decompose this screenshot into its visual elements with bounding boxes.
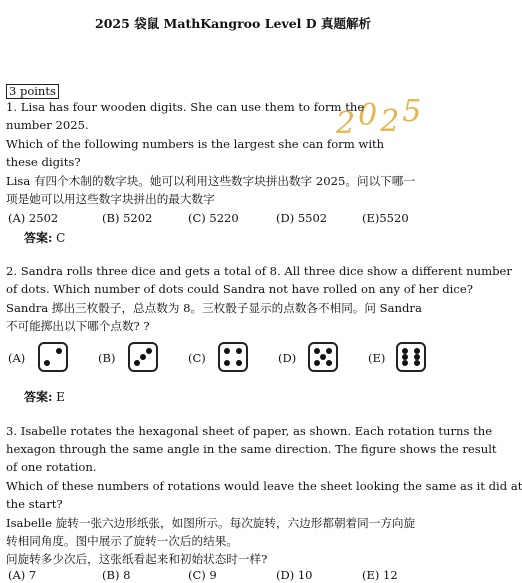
- die-pip: [140, 354, 146, 360]
- q1-text-en-4: these digits?: [6, 155, 81, 169]
- q2-answer-value: E: [56, 390, 65, 404]
- die-pip: [326, 360, 332, 366]
- q3-text-zh-2: 转相同角度。图中展示了旋转一次后的结果。: [6, 534, 238, 548]
- year-digit: 0: [358, 98, 381, 133]
- die-pip: [224, 360, 230, 366]
- die-pip: [224, 348, 230, 354]
- q3-text-zh-3: 问旋转多少次后，这张纸看起来和初始状态时一样?: [6, 552, 268, 566]
- die-pip: [44, 360, 50, 366]
- die-pip: [146, 348, 152, 354]
- q2-text-zh-2: 不可能掷出以下哪个点数? ?: [6, 319, 150, 333]
- q1-answer-value: C: [56, 231, 66, 245]
- die-pip: [236, 348, 242, 354]
- year-digit: 2: [380, 104, 403, 139]
- q2-die-d: [308, 342, 338, 372]
- q2-text-zh-1: Sandra 掷出三枚骰子，总点数为 8。三枚骰子显示的点数各不相同。问 Sandra: [6, 301, 422, 315]
- year-digit: 2: [336, 106, 359, 141]
- die-pip: [134, 360, 140, 366]
- die-pip: [414, 360, 420, 366]
- q3-option-e: (E) 12: [362, 568, 398, 582]
- q3-text-en-4: Which of these numbers of rotations would leave the sheet looking the same as it did at: [6, 479, 522, 493]
- q1-text-en-1: 1. Lisa has four wooden digits. She can use them to form the: [6, 100, 365, 114]
- q3-option-c: (C) 9: [188, 568, 217, 582]
- q2-option-a-label: (A): [8, 351, 26, 365]
- points-heading: 3 points: [6, 84, 59, 99]
- die-pip: [236, 360, 242, 366]
- die-pip: [326, 348, 332, 354]
- q2-option-e-label: (E): [368, 351, 386, 365]
- q2-die-a: [38, 342, 68, 372]
- q1-answer-label: 答案:: [24, 231, 53, 245]
- q2-die-c: [218, 342, 248, 372]
- q3-option-b: (B) 8: [102, 568, 131, 582]
- q2-option-b-label: (B): [98, 351, 116, 365]
- q2-answer: [24, 390, 65, 404]
- q2-die-b: [128, 342, 158, 372]
- q3-option-d: (D) 10: [276, 568, 313, 582]
- q2-option-d-label: (D): [278, 351, 297, 365]
- q2-answer-label: 答案:: [24, 390, 53, 404]
- q2-text-en-2: of dots. Which number of dots could Sandra not have rolled on any of her dice?: [6, 282, 473, 296]
- q1-options: [6, 211, 461, 225]
- q1-option-c: (C) 5220: [188, 211, 239, 225]
- die-pip: [314, 360, 320, 366]
- q2-text-en-1: 2. Sandra rolls three dice and gets a total of 8. All three dice show a different number: [6, 264, 512, 278]
- die-pip: [56, 348, 62, 354]
- q1-text-en-2: number 2025.: [6, 118, 89, 132]
- q3-text-zh-1: Isabelle 旋转一张六边形纸张，如图所示。每次旋转，六边形都朝着同一方向旋: [6, 516, 416, 530]
- q1-option-b: (B) 5202: [102, 211, 153, 225]
- q1-option-a: (A) 2502: [8, 211, 59, 225]
- page-title: 2025 袋鼠 MathKangroo Level D 真题解析: [95, 16, 371, 31]
- q3-text-en-1: 3. Isabelle rotates the hexagonal sheet of paper, as shown. Each rotation turns the: [6, 424, 493, 438]
- q1-answer: [24, 231, 65, 245]
- q1-text-zh-2: 项是她可以用这些数字块拼出的最大数字: [6, 192, 215, 206]
- q3-text-en-2: hexagon through the same angle in the same direction. The figure shows the result: [6, 442, 497, 456]
- q2-option-c-label: (C): [188, 351, 206, 365]
- q3-text-en-5: the start?: [6, 497, 63, 511]
- die-pip: [402, 360, 408, 366]
- q3-option-a: (A) 7: [8, 568, 37, 582]
- q3-text-en-3: of one rotation.: [6, 460, 97, 474]
- q2-dice-options: [6, 342, 461, 376]
- die-pip: [314, 348, 320, 354]
- q1-option-e: (E)5520: [362, 211, 409, 225]
- q3-options: [6, 568, 461, 582]
- q2-die-e: [396, 342, 426, 372]
- die-pip: [320, 354, 326, 360]
- q1-text-zh-1: Lisa 有四个木制的数字块。她可以利用这些数字块拼出数字 2025。问以下哪一: [6, 174, 415, 188]
- q1-option-d: (D) 5502: [276, 211, 328, 225]
- year-digit: 5: [402, 94, 425, 129]
- q1-text-en-3: Which of the following numbers is the largest she can form with: [6, 137, 385, 151]
